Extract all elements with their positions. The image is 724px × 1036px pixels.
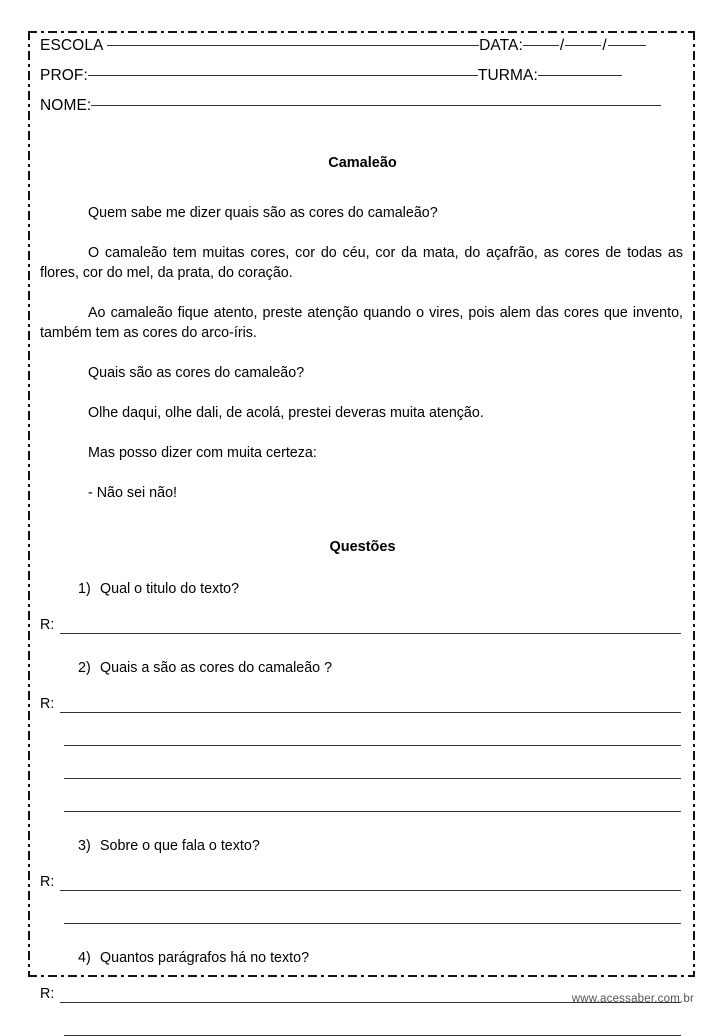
question-text-row [40, 836, 685, 856]
border-right [693, 31, 695, 977]
question-number: 1) [78, 581, 91, 597]
date-month-input-line[interactable] [565, 45, 601, 46]
question-number: 3) [78, 838, 91, 854]
answer-input-line[interactable] [64, 731, 681, 746]
question-label: Qual o titulo do texto? [100, 581, 240, 597]
questions-section-title: Questões [329, 539, 396, 555]
answer-input-line[interactable] [64, 797, 681, 812]
answer-label: R: [40, 986, 55, 1002]
nome-label: NOME: [40, 97, 92, 114]
question-label: Quantos parágrafos há no texto? [100, 950, 310, 966]
question-block [40, 948, 685, 1036]
escola-input-line[interactable] [107, 45, 479, 46]
nome-input-line[interactable] [91, 105, 661, 106]
story-paragraph: Quais são as cores do camaleão? [88, 365, 305, 381]
question-block [40, 658, 685, 812]
story-paragraph: - Não sei não! [88, 485, 178, 501]
answer-input-line[interactable] [64, 909, 681, 924]
story-paragraph: Quem sabe me dizer quais são as cores do camaleão? [88, 205, 438, 221]
story-title: Camaleão [328, 155, 397, 171]
date-year-input-line[interactable] [608, 45, 646, 46]
answer-label: R: [40, 696, 55, 712]
answer-input-line[interactable] [64, 1021, 681, 1036]
question-text-row [40, 658, 685, 678]
story-paragraph: Olhe daqui, olhe dali, de acolá, prestei deveras muita atenção. [88, 405, 484, 421]
answer-input-line[interactable] [64, 764, 681, 779]
question-text-row [40, 579, 685, 599]
prof-label: PROF: [40, 67, 88, 84]
escola-label: ESCOLA [40, 37, 103, 54]
story-paragraph: Mas posso dizer com muita certeza: [88, 445, 317, 461]
answer-row [40, 695, 685, 713]
worksheet-content [40, 31, 685, 1036]
field-row-nome [40, 91, 685, 121]
question-label: Quais a são as cores do camaleão ? [100, 660, 333, 676]
question-number: 2) [78, 660, 91, 676]
field-row-prof-turma [40, 61, 685, 91]
question-number: 4) [78, 950, 91, 966]
answer-input-line[interactable] [60, 619, 681, 634]
answer-input-line[interactable] [60, 876, 681, 891]
date-separator-1: / [559, 37, 565, 54]
answer-label: R: [40, 617, 55, 633]
date-separator-2: / [602, 37, 607, 54]
prof-input-line[interactable] [88, 75, 478, 76]
turma-input-line[interactable] [538, 75, 622, 76]
story-paragraph: Ao camaleão fique atento, preste atenção quando o vires, pois alem das cores que invento, também tem as cores do arco-íris. [40, 305, 683, 341]
question-text-row [40, 948, 685, 968]
border-left [28, 31, 30, 977]
question-block [40, 579, 685, 634]
answer-label: R: [40, 874, 55, 890]
question-label: Sobre o que fala o texto? [100, 838, 260, 854]
field-row-escola-data [40, 31, 685, 61]
footer-website: www.acessaber.com.br [571, 993, 694, 1005]
story-paragraph: O camaleão tem muitas cores, cor do céu, cor da mata, do açafrão, as cores de todas as flores, cor do mel, da prata, do coração. [40, 245, 683, 281]
answer-row [40, 873, 685, 891]
data-label: DATA: [479, 37, 523, 54]
question-block [40, 836, 685, 924]
answer-input-line[interactable] [60, 698, 681, 713]
turma-label: TURMA: [477, 67, 538, 84]
answer-row [40, 616, 685, 634]
date-day-input-line[interactable] [523, 45, 559, 46]
